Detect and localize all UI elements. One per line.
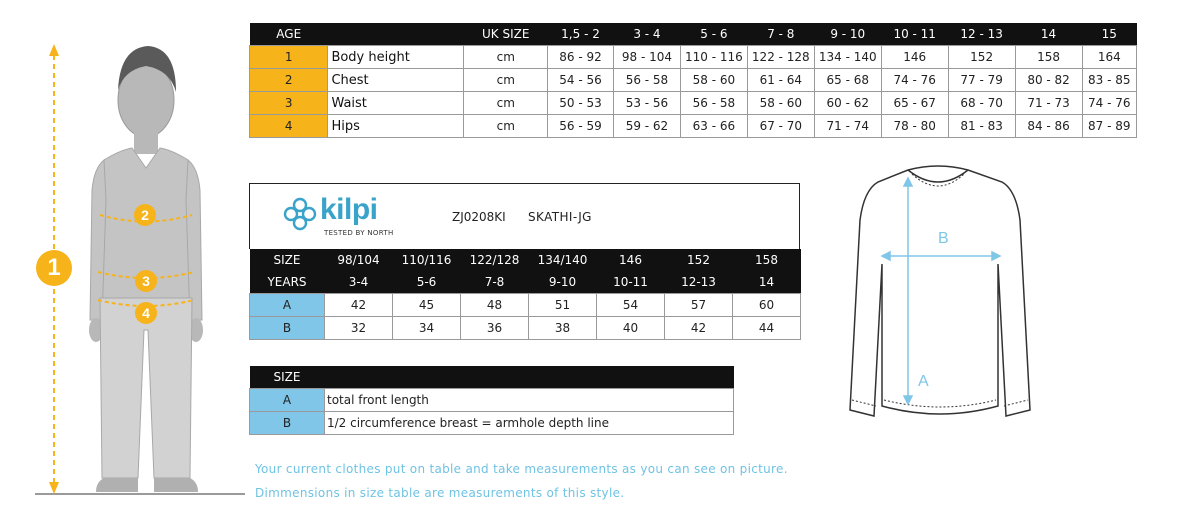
shirt-label-a: A [918, 373, 929, 390]
size-cell: 152 [665, 249, 733, 271]
header-age-col: 3 - 4 [613, 23, 680, 46]
years-cell: 14 [733, 271, 801, 294]
table-row [250, 294, 801, 317]
years-label: YEARS [250, 271, 325, 294]
row-number: 4 [250, 115, 328, 138]
table-cell: 58 - 60 [680, 69, 747, 92]
table-cell: 122 - 128 [747, 46, 814, 69]
table-row [250, 46, 1137, 69]
instruction-note: Your current clothes put on table and take measurements as you can see on picture. [255, 462, 788, 476]
header-age-col: 12 - 13 [948, 23, 1015, 46]
table-cell: 32 [325, 317, 393, 340]
years-cell: 10-11 [597, 271, 665, 294]
marker-4-label: 4 [142, 305, 150, 321]
measurement-legend-table [249, 366, 734, 435]
table-cell: 71 - 74 [814, 115, 881, 138]
size-cell: 110/116 [393, 249, 461, 271]
table-cell: 146 [881, 46, 948, 69]
table-cell: 61 - 64 [747, 69, 814, 92]
table-cell: 50 - 53 [548, 92, 614, 115]
table-row [250, 115, 1137, 138]
row-label: A [250, 294, 325, 317]
size-cell: 122/128 [461, 249, 529, 271]
row-label: B [250, 317, 325, 340]
brand-tagline: TESTED BY NORTH [324, 229, 394, 237]
table-cell: 134 - 140 [814, 46, 881, 69]
marker-2 [134, 204, 156, 226]
table-cell: 77 - 79 [948, 69, 1015, 92]
row-unit: cm [464, 69, 548, 92]
table-cell: 56 - 58 [680, 92, 747, 115]
marker-2-label: 2 [141, 207, 149, 223]
table-cell: 34 [393, 317, 461, 340]
table-cell: 78 - 80 [881, 115, 948, 138]
table-cell: 53 - 56 [613, 92, 680, 115]
header-age: AGE [250, 23, 328, 46]
size-label: SIZE [250, 249, 325, 271]
table-cell: 40 [597, 317, 665, 340]
shirt-label-b: B [938, 230, 949, 247]
table-cell: 54 - 56 [548, 69, 614, 92]
legend-label: A [250, 389, 325, 412]
row-number: 3 [250, 92, 328, 115]
table-row [250, 317, 801, 340]
row-label: Waist [328, 92, 464, 115]
table-cell: 65 - 67 [881, 92, 948, 115]
table-cell: 84 - 86 [1015, 115, 1082, 138]
product-name: SKATHI-JG [528, 210, 592, 224]
legend-size-label: SIZE [250, 366, 325, 389]
header-age-col: 15 [1082, 23, 1136, 46]
table-cell: 65 - 68 [814, 69, 881, 92]
header-age-col: 7 - 8 [747, 23, 814, 46]
table-cell: 80 - 82 [1015, 69, 1082, 92]
legend-description: 1/2 circumference breast = armhole depth line [325, 412, 734, 435]
table-cell: 56 - 58 [613, 69, 680, 92]
size-cell: 158 [733, 249, 801, 271]
header-blank [328, 23, 464, 46]
table-row [250, 92, 1137, 115]
style-table-years-row [250, 271, 801, 294]
table-cell: 110 - 116 [680, 46, 747, 69]
table-cell: 63 - 66 [680, 115, 747, 138]
row-unit: cm [464, 115, 548, 138]
row-number: 2 [250, 69, 328, 92]
product-header [249, 183, 800, 249]
header-age-col: 9 - 10 [814, 23, 881, 46]
table-cell: 51 [529, 294, 597, 317]
size-chart-header [250, 23, 1137, 46]
table-cell: 164 [1082, 46, 1136, 69]
table-row [250, 69, 1137, 92]
table-cell: 98 - 104 [613, 46, 680, 69]
header-age-col: 5 - 6 [680, 23, 747, 46]
legend-label: B [250, 412, 325, 435]
brand-name: kilpi [320, 193, 378, 226]
dimension-note: Dimmensions in size table are measurements of this style. [255, 486, 625, 500]
legend-description: total front length [325, 389, 734, 412]
table-cell: 60 [733, 294, 801, 317]
table-cell: 71 - 73 [1015, 92, 1082, 115]
table-cell: 83 - 85 [1082, 69, 1136, 92]
marker-3-label: 3 [142, 273, 150, 289]
header-age-col: 10 - 11 [881, 23, 948, 46]
table-cell: 58 - 60 [747, 92, 814, 115]
table-cell: 86 - 92 [548, 46, 614, 69]
header-age-col: 14 [1015, 23, 1082, 46]
table-cell: 68 - 70 [948, 92, 1015, 115]
table-cell: 42 [665, 317, 733, 340]
table-cell: 44 [733, 317, 801, 340]
marker-1 [36, 250, 72, 286]
table-cell: 158 [1015, 46, 1082, 69]
style-table-size-row [250, 249, 801, 271]
table-cell: 42 [325, 294, 393, 317]
table-cell: 57 [665, 294, 733, 317]
table-cell: 87 - 89 [1082, 115, 1136, 138]
table-cell: 45 [393, 294, 461, 317]
row-unit: cm [464, 46, 548, 69]
row-unit: cm [464, 92, 548, 115]
legend-header [250, 366, 734, 389]
table-cell: 54 [597, 294, 665, 317]
style-measurements-table [249, 249, 801, 340]
table-cell: 36 [461, 317, 529, 340]
kilpi-logo-icon [282, 196, 318, 232]
size-chart-table [249, 23, 1137, 138]
table-cell: 38 [529, 317, 597, 340]
table-cell: 152 [948, 46, 1015, 69]
table-cell: 56 - 59 [548, 115, 614, 138]
marker-4 [135, 302, 157, 324]
row-label: Hips [328, 115, 464, 138]
years-cell: 9-10 [529, 271, 597, 294]
marker-1-label: 1 [47, 254, 61, 281]
legend-header-blank [325, 366, 734, 389]
table-cell: 74 - 76 [881, 69, 948, 92]
header-age-col: 1,5 - 2 [548, 23, 614, 46]
table-cell: 74 - 76 [1082, 92, 1136, 115]
table-cell: 81 - 83 [948, 115, 1015, 138]
size-cell: 134/140 [529, 249, 597, 271]
table-cell: 60 - 62 [814, 92, 881, 115]
shirt-diagram [840, 160, 1040, 432]
years-cell: 5-6 [393, 271, 461, 294]
product-code: ZJ0208KI [452, 210, 506, 224]
table-row [250, 389, 734, 412]
row-number: 1 [250, 46, 328, 69]
table-cell: 48 [461, 294, 529, 317]
row-label: Body height [328, 46, 464, 69]
size-cell: 146 [597, 249, 665, 271]
row-label: Chest [328, 69, 464, 92]
years-cell: 7-8 [461, 271, 529, 294]
table-cell: 67 - 70 [747, 115, 814, 138]
years-cell: 3-4 [325, 271, 393, 294]
marker-3 [135, 270, 157, 292]
table-row [250, 412, 734, 435]
size-cell: 98/104 [325, 249, 393, 271]
table-cell: 59 - 62 [613, 115, 680, 138]
header-uk-size: UK SIZE [464, 23, 548, 46]
years-cell: 12-13 [665, 271, 733, 294]
